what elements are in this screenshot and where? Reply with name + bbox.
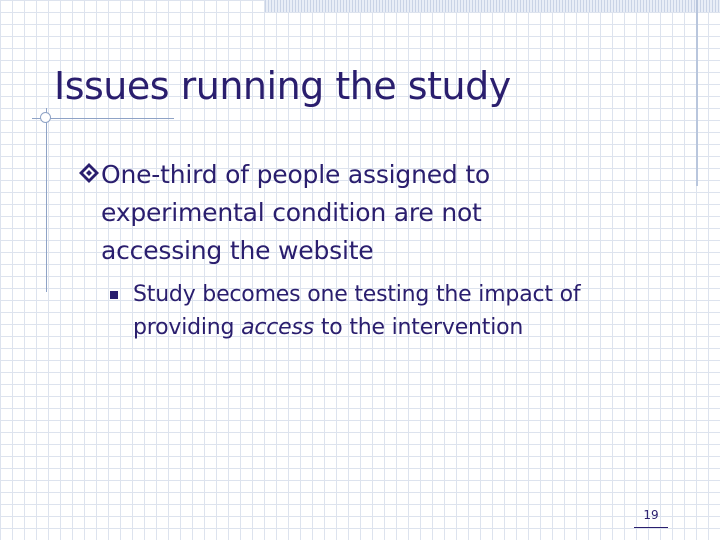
page-number-underline bbox=[634, 527, 668, 528]
bullet-text: One-third of people assigned to experimental condition are not accessing the website bbox=[101, 160, 491, 265]
sub-bullet-text bbox=[133, 278, 673, 344]
slide-title: Issues running the study bbox=[54, 64, 511, 108]
top-decorative-band bbox=[265, 0, 720, 12]
title-underline bbox=[32, 118, 174, 119]
sub-bullet-text-after: to the intervention bbox=[314, 315, 524, 340]
left-decorative-line bbox=[46, 108, 47, 292]
sub-bullet-text-before: Study becomes one testing the impact of providing bbox=[133, 282, 581, 340]
diamond-icon bbox=[78, 162, 100, 184]
circle-ornament bbox=[40, 112, 51, 123]
square-bullet-icon bbox=[110, 291, 118, 299]
right-decorative-line bbox=[696, 0, 698, 186]
sub-bullet-emphasis: access bbox=[241, 315, 315, 340]
page-number: 19 bbox=[643, 508, 659, 522]
